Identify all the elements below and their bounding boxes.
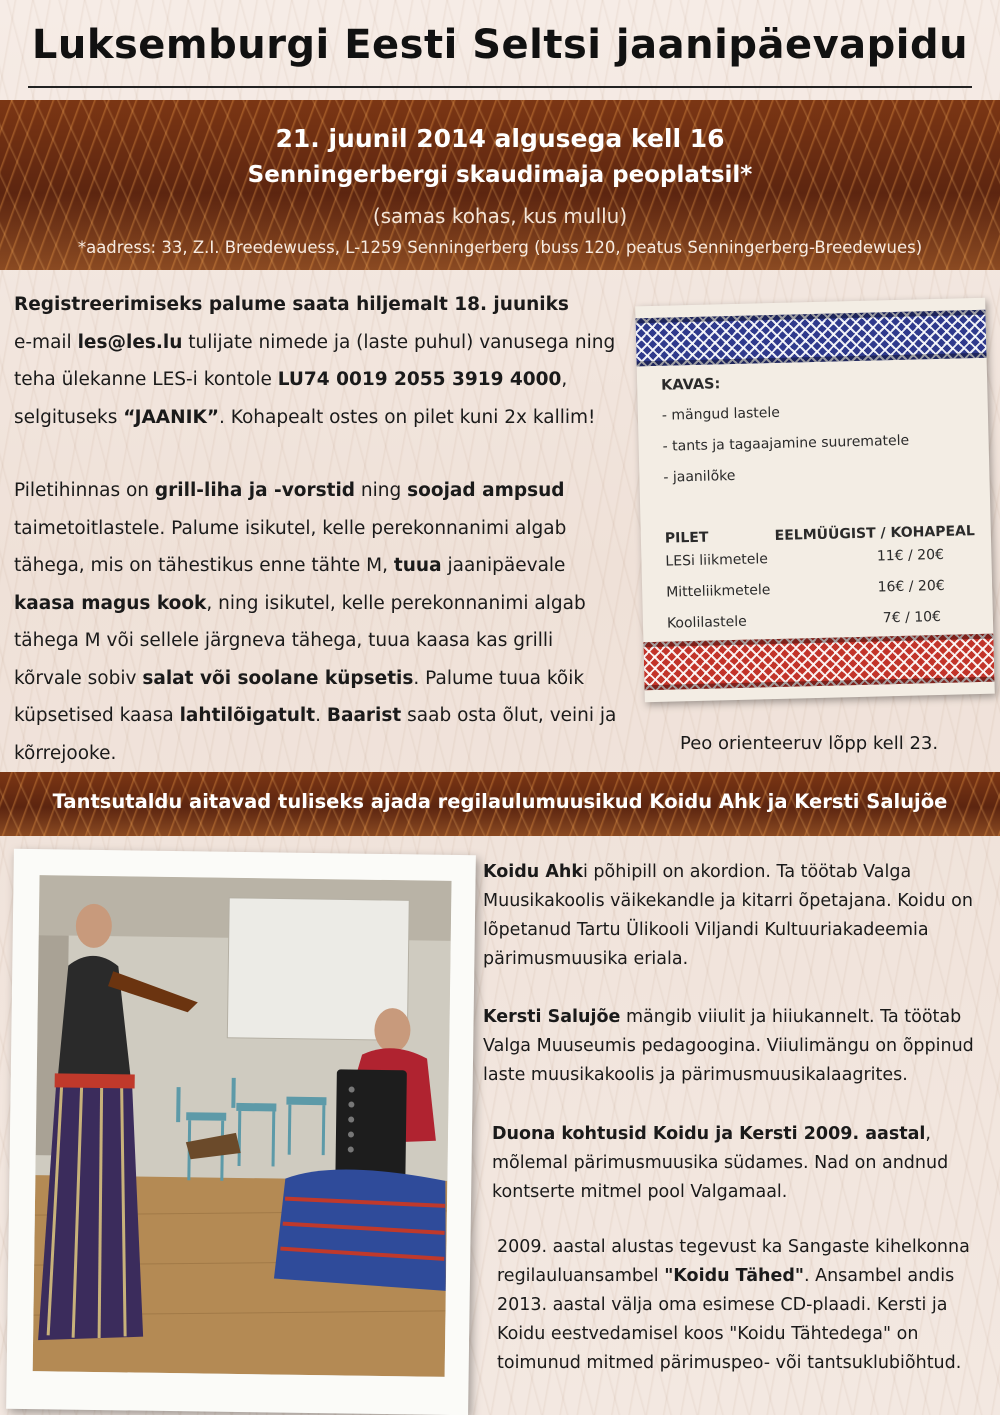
text-segment: taimetoitlastele. Palume isikutel, kelle perekonnanimi algab tähega, mis on tähestikus enne tähte M, xyxy=(14,517,567,576)
text-segment: , selgituseks xyxy=(14,369,568,428)
text-segment: . Kohapealt ostes on pilet kuni 2x kallim! xyxy=(219,406,596,428)
price-row xyxy=(667,601,978,640)
price-value: 7€ / 10€ xyxy=(882,608,942,627)
text-segment: , ning isikutel, kelle perekonnanimi algab tähega M või sellele järgneva tähega, tuua kaasa kas grilli kõrvale sobiv xyxy=(14,592,586,689)
registration-text xyxy=(14,286,624,772)
bring-highlight: tuua xyxy=(393,555,442,576)
text-segment: Piletihinnas on xyxy=(14,480,155,501)
program-item: - mängud lastele xyxy=(661,404,781,424)
bank-account: LU74 0019 2055 3919 4000 xyxy=(277,369,562,390)
text-segment: saab osta õlut, veini ja kõrrejooke. xyxy=(14,705,617,764)
bio-koidu-text: i põhipill on akordion. Ta töötab Valga Muusikakoolis väikekandle ja kitarri õpetajana. Koidu on lõpetanud Tartu Ülikooli Viljandi Kultuuriakadeemia pärimusmuusika eriala. xyxy=(483,862,973,969)
price-value: 16€ / 20€ xyxy=(877,577,945,596)
registration-deadline: Registreerimiseks palume saata hiljemalt 18. juuniks xyxy=(14,294,569,315)
woven-band-top xyxy=(636,310,987,367)
bio-meeting-highlight: Duona kohtusid Koidu ja Kersti 2009. aastal xyxy=(492,1124,926,1144)
price-columns-label: EELMÜÜGIST / KOHAPEAL xyxy=(774,523,976,544)
event-date: 21. juunil 2014 algusega kell 16 xyxy=(275,124,725,153)
text-segment: ning xyxy=(355,480,408,501)
program-content xyxy=(661,370,977,639)
bar-highlight: Baarist xyxy=(326,705,402,726)
title-underline xyxy=(28,86,972,88)
event-address: *aadress: 33, Z.I. Breedewuess, L-1259 Senningerberg (buss 120, peatus Senningerberg-Breedewues) xyxy=(77,238,923,257)
end-time-note: Peo orienteeruv lõpp kell 23. xyxy=(680,733,939,754)
musicians-banner xyxy=(0,772,1000,836)
bio-meeting-paragraph xyxy=(492,1120,982,1207)
bio-kersti-name: Kersti Salujõe xyxy=(483,1007,621,1027)
text-segment: tulijate nimede ja (laste puhul) vanusega ning teha ülekanne LES-i kontole xyxy=(14,331,616,390)
email-link[interactable]: les@les.lu xyxy=(77,331,183,353)
ticket-label: PILET xyxy=(664,529,709,547)
text-segment: e-mail xyxy=(14,331,78,353)
ticket-info-paragraph xyxy=(14,472,624,772)
price-category: LESi liikmetele xyxy=(665,551,769,570)
bio-kersti-text: mängib viiulit ja hiiukannelt. Ta töötab Valga Muuseumis pedagoogina. Viiulimängu on õppinud laste muusikakoolis ja pärimusmuusikalaagrites. xyxy=(483,1007,974,1085)
musicians-photo-frame xyxy=(6,849,476,1415)
program-card xyxy=(635,298,995,702)
bio-koidu xyxy=(483,858,983,974)
program-item: - jaanilõke xyxy=(663,467,736,486)
text-segment: jaanipäevale xyxy=(441,555,566,576)
bio-koidu-name: Koidu Ahk xyxy=(483,862,583,882)
payment-reference: “JAANIK” xyxy=(123,406,219,428)
text-segment: . xyxy=(315,705,327,726)
event-same-place-note: (samas kohas, kus mullu) xyxy=(372,204,628,228)
precut-highlight: lahtilõigatult xyxy=(179,705,316,726)
bio-kersti-paragraph xyxy=(483,1003,983,1090)
bio-ensemble-paragraph xyxy=(497,1233,975,1378)
page-title: Luksemburgi Eesti Seltsi jaanipäevapidu xyxy=(31,22,969,68)
bio-ensemble-text: . Ansambel andis 2013. aastal välja oma esimese CD-plaadi. Kersti ja Koidu eestvedamisel koos "Koidu Tähtedega" on toimunud mitmed pärimuspeo- või tantsuklubiõhtud. xyxy=(497,1266,962,1373)
bio-meeting xyxy=(492,1120,982,1207)
musicians-photo xyxy=(33,875,452,1377)
program-item: - tants ja tagaajamine suurematele xyxy=(662,432,910,455)
warm-snacks-highlight: soojad ampsud xyxy=(407,480,565,501)
bio-meeting-text: , mõlemal pärimusmuusika südames. Nad on andnud kontserte mitmel pool Valgamaal. xyxy=(492,1124,949,1202)
registration-paragraph xyxy=(14,286,624,436)
bio-kersti xyxy=(483,1003,983,1090)
bio-ensemble-name: "Koidu Tähed" xyxy=(664,1266,804,1286)
cake-highlight: kaasa magus kook xyxy=(14,592,207,614)
text-segment: . Palume tuua kõik küpsetised kaasa xyxy=(14,667,585,726)
event-banner xyxy=(0,100,1000,270)
woven-band-bottom xyxy=(643,634,994,691)
bio-ensemble xyxy=(497,1233,975,1378)
price-value: 11€ / 20€ xyxy=(876,546,945,565)
price-category: Koolilastele xyxy=(666,613,747,632)
event-place: Senningerbergi skaudimaja peoplatsil* xyxy=(247,162,753,188)
grill-highlight: grill-liha ja -vorstid xyxy=(154,480,356,501)
paragraph-gap xyxy=(14,436,624,472)
price-category: Mitteliikmetele xyxy=(666,582,771,601)
salad-highlight: salat või soolane küpsetis xyxy=(142,667,414,689)
musicians-photo-illustration xyxy=(33,875,452,1377)
musicians-banner-text: Tantsutaldu aitavad tuliseks ajada regilaulumuusikud Koidu Ahk ja Kersti Salujõe xyxy=(52,790,948,813)
bio-koidu-paragraph xyxy=(483,858,983,974)
program-heading: KAVAS: xyxy=(660,376,721,394)
bio-ensemble-text: 2009. aastal alustas tegevust ka Sangaste kihelkonna regilauluansambel xyxy=(497,1237,970,1286)
